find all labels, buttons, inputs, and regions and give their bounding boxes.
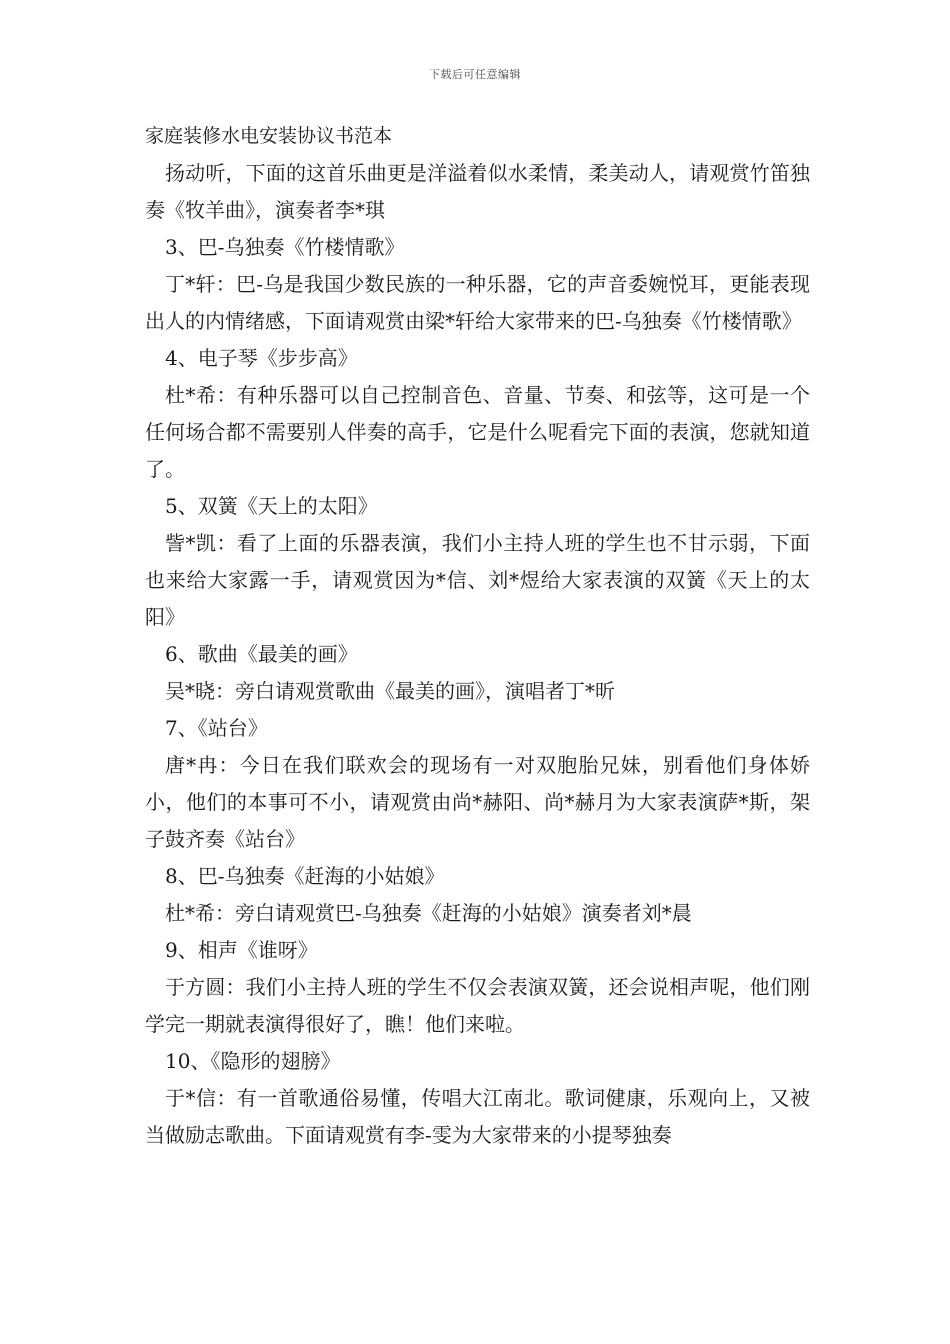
program-item-heading: 3、巴-乌独奏《竹楼情歌》	[165, 235, 405, 259]
program-item-heading: 9、相声《谁呀》	[165, 938, 318, 962]
program-item-heading: 7、《站台》	[165, 716, 268, 740]
program-item-heading: 4、电子琴《步步高》	[165, 346, 358, 370]
program-item-heading: 8、巴-乌独奏《赶海的小姑娘》	[165, 864, 445, 888]
paragraph-host-line: 杜*希：旁白请观赏巴-乌独奏《赶海的小姑娘》演奏者刘*晨	[165, 901, 692, 925]
document-title: 家庭装修水电安装协议书范本	[145, 125, 393, 147]
paragraph-host-line: 于*信：有一首歌通俗易懂，传唱大江南北。歌词健康，乐观向上，又被当做励志歌曲。下面请观赏有李-雯为大家带来的小提琴独奏	[145, 1086, 810, 1147]
document-body	[145, 118, 810, 1154]
header-note: 下载后可任意编辑	[429, 68, 521, 81]
paragraph-host-line: 吴*晓：旁白请观赏歌曲《最美的画》，演唱者丁*昕	[165, 679, 615, 703]
program-item-heading: 10、《隐形的翅膀》	[165, 1049, 341, 1073]
paragraph-host-line: 于方圆：我们小主持人班的学生不仅会表演双簧，还会说相声呢，他们刚学完一期就表演得很好了，瞧！他们来啦。	[145, 975, 810, 1036]
program-item-heading: 5、双簧《天上的太阳》	[165, 494, 378, 518]
paragraph-host-line: 杜*希：有种乐器可以自己控制音色、音量、节奏、和弦等，这可是一个任何场合都不需要别人伴奏的高手，它是什么呢看完下面的表演，您就知道了。	[145, 383, 810, 481]
program-item-heading: 6、歌曲《最美的画》	[165, 642, 358, 666]
paragraph-intro: 扬动听，下面的这首乐曲更是洋溢着似水柔情，柔美动人，请观赏竹笛独奏《牧羊曲》，演奏者李*琪	[145, 161, 810, 222]
paragraph-host-line: 訾*凯：看了上面的乐器表演，我们小主持人班的学生也不甘示弱，下面也来给大家露一手，请观赏因为*信、刘*煜给大家表演的双簧《天上的太阳》	[145, 531, 810, 629]
paragraph-host-line: 唐*冉：今日在我们联欢会的现场有一对双胞胎兄妹，别看他们身体娇小，他们的本事可不小，请观赏由尚*赫阳、尚*赫月为大家表演萨*斯，架子鼓齐奏《站台》	[145, 753, 810, 851]
paragraph-host-line: 丁*轩：巴-乌是我国少数民族的一种乐器，它的声音委婉悦耳，更能表现出人的内情绪感，下面请观赏由梁*轩给大家带来的巴-乌独奏《竹楼情歌》	[145, 272, 810, 333]
